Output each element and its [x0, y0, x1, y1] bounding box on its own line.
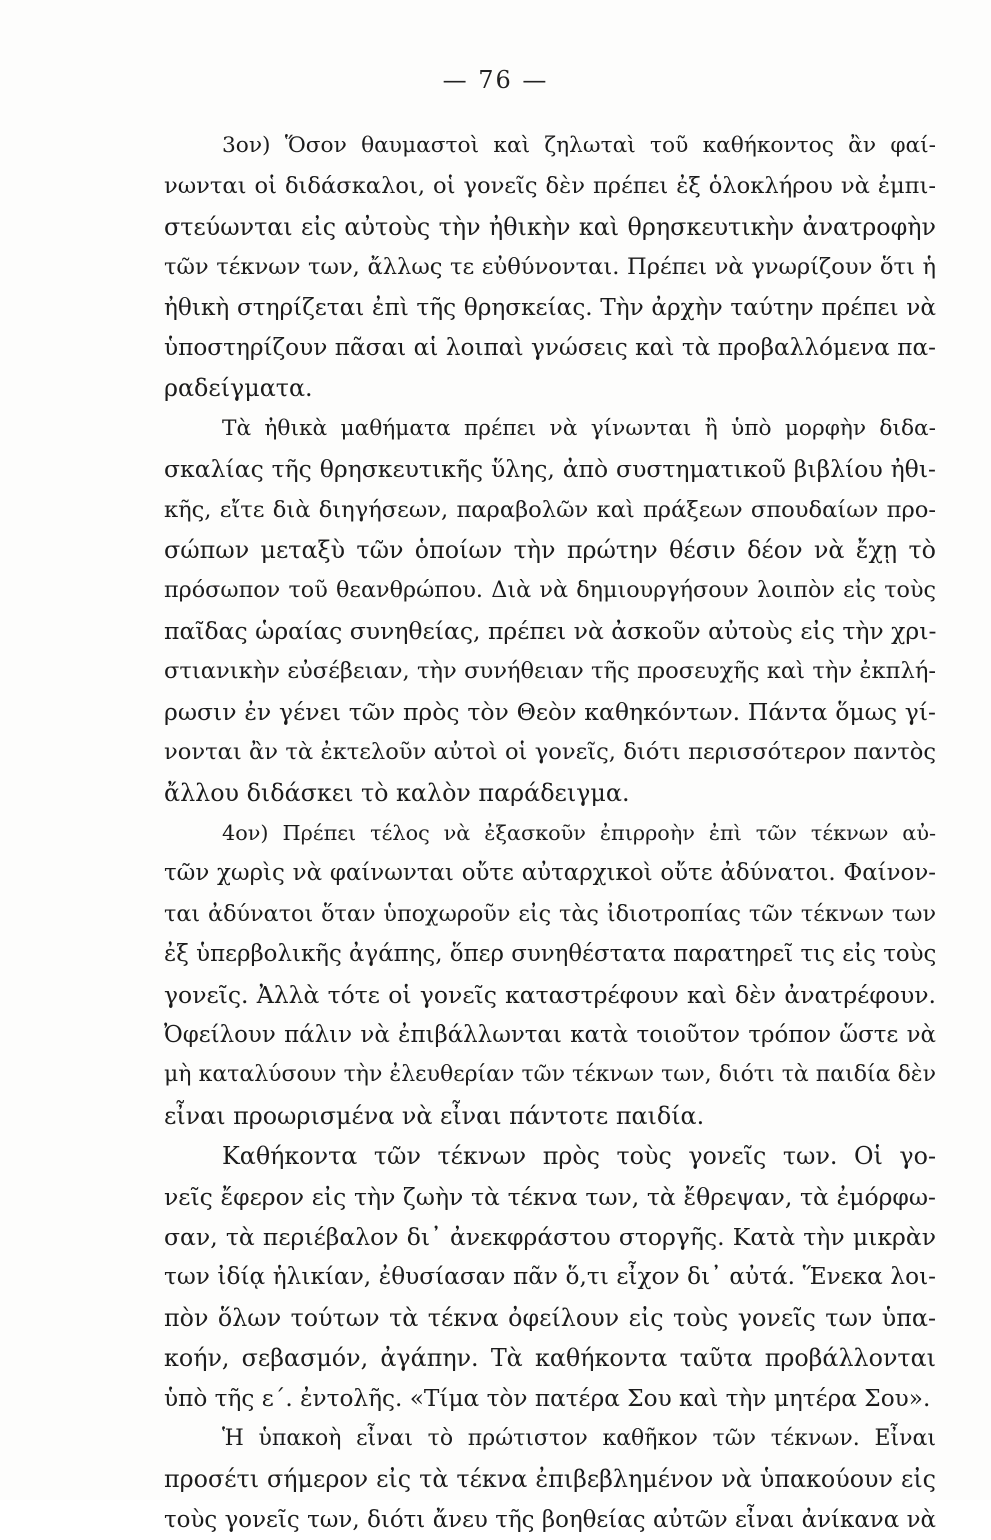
text-line: Καθήκοντα τῶν τέκνων πρὸς τοὺς γονεῖς των. Οἱ γο-: [222, 1142, 936, 1171]
text-line: ὑπὸ τῆς ε΄. ἐντολῆς. «Τίμα τὸν πατέρα Σου καὶ τὴν μητέρα Σου».: [164, 1384, 931, 1412]
text-line: πρόσωπον τοῦ θεανθρώπου. Διὰ νὰ δημιουργήσουν λοιπὸν εἰς τοὺς: [164, 577, 936, 604]
text-line: σκαλίας τῆς θρησκευτικῆς ὕλης, ἀπὸ συστηματικοῦ βιβλίου ἠθι-: [164, 455, 936, 484]
paragraph-obedience: [106, 1419, 936, 1540]
paragraph-duties-of-children: [106, 1136, 936, 1419]
text-line: τῶν χωρὶς νὰ φαίνωνται οὔτε αὐταρχικοὶ οὔτε ἀδύνατοι. Φαίνον-: [164, 860, 936, 887]
text-line: ὑποστηρίζουν πᾶσαι αἱ λοιπαὶ γνώσεις καὶ τὰ προβαλλόμενα πα-: [164, 334, 936, 362]
text-line: ἠθικὴ στηρίζεται ἐπὶ τῆς θρησκείας. Τὴν ἀρχὴν ταύτην πρέπει νὰ: [164, 293, 936, 321]
text-line: γονεῖς. Ἀλλὰ τότε οἱ γονεῖς καταστρέφουν καὶ δὲν ἀνατρέφουν.: [164, 980, 936, 1009]
text-line: νεῖς ἔφερον εἰς τὴν ζωὴν τὰ τέκνα των, τὰ ἔθρεψαν, τὰ ἐμόρφω-: [164, 1182, 936, 1211]
text-line: ται ἀδύνατοι ὅταν ὑποχωροῦν εἰς τὰς ἰδιοτροπίας τῶν τέκνων των: [164, 900, 936, 927]
text-line: 3ον) Ὅσον θαυμαστοὶ καὶ ζηλωταὶ τοῦ καθήκοντος ἂν φαί-: [222, 133, 936, 158]
text-line: Τὰ ἠθικὰ μαθήματα πρέπει νὰ γίνωνται ἢ ὑπὸ μορφὴν διδα-: [222, 415, 936, 441]
text-line: στιανικὴν εὐσέβειαν, τὴν συνήθειαν τῆς προσευχῆς καὶ τὴν ἐκπλή-: [164, 658, 936, 685]
text-line: εἶναι προωρισμένα νὰ εἶναι πάντοτε παιδία.: [164, 1101, 705, 1130]
text-line: Ἡ ὑπακοὴ εἶναι τὸ πρώτιστον καθῆκον τῶν τέκνων. Εἶναι: [222, 1426, 936, 1451]
text-line: ραδείγματα.: [164, 374, 313, 403]
text-line: ἄλλου διδάσκει τὸ καλὸν παράδειγμα.: [164, 778, 630, 807]
text-line: κοήν, σεβασμόν, ἀγάπην. Τὰ καθήκοντα ταῦτα προβάλλονται: [164, 1344, 936, 1373]
text-line: 4ον) Πρέπει τέλος νὰ ἐξασκοῦν ἐπιρροὴν ἐπὶ τῶν τέκνων αὐ-: [222, 820, 936, 845]
text-line: νονται ἂν τὰ ἐκτελοῦν αὐτοὶ οἱ γονεῖς, διότι περισσότερον παντὸς: [164, 739, 936, 766]
page-body: [106, 126, 936, 1540]
text-line: τοὺς γονεῖς των, διότι ἄνευ τῆς βοηθείας αὐτῶν εἶναι ἀνίκανα νὰ: [164, 1506, 936, 1533]
text-line: σώπων μεταξὺ τῶν ὁποίων τὴν πρώτην θέσιν δέον νὰ ἔχῃ τὸ: [164, 536, 936, 565]
text-line: μὴ καταλύσουν τὴν ἐλευθερίαν τῶν τέκνων των, διότι τὰ παιδία δὲν: [164, 1062, 936, 1088]
paragraph-4on: [106, 813, 936, 1136]
text-line: σαν, τὰ περιέβαλον δι᾿ ἀνεκφράστου στοργῆς. Κατὰ τὴν μικρὰν: [164, 1222, 936, 1251]
text-line: στεύωνται εἰς αὐτοὺς τὴν ἠθικὴν καὶ θρησκευτικὴν ἀνατροφὴν: [164, 212, 936, 241]
text-line: Ὀφείλουν πάλιν νὰ ἐπιβάλλωνται κατὰ τοιοῦτον τρόπον ὥστε νὰ: [164, 1021, 936, 1048]
text-line: κῆς, εἴτε διὰ διηγήσεων, παραβολῶν καὶ πράξεων σπουδαίων προ-: [164, 496, 936, 523]
text-line: τῶν τέκνων των, ἄλλως τε εὐθύνονται. Πρέπει νὰ γνωρίζουν ὅτι ἡ: [164, 254, 936, 281]
text-line: ρωσιν ἐν γένει τῶν πρὸς τὸν Θεὸν καθηκόντων. Πάντα ὅμως γί-: [164, 697, 936, 726]
paragraph-3on: [106, 126, 936, 409]
page-number: — 76 —: [442, 66, 549, 94]
text-line: νωνται οἱ διδάσκαλοι, οἱ γονεῖς δὲν πρέπει ἐξ ὁλοκλήρου νὰ ἐμπι-: [164, 173, 936, 200]
text-line: παῖδας ὡραίας συνηθείας, πρέπει νὰ ἀσκοῦν αὐτοὺς εἰς τὴν χρι-: [164, 616, 937, 645]
text-line: προσέτι σήμερον εἰς τὰ τέκνα ἐπιβεβλημένον νὰ ὑπακούουν εἰς: [164, 1465, 936, 1494]
paragraph-ethical-lessons: [106, 409, 936, 813]
text-line: των ἰδίᾳ ἡλικίαν, ἐθυσίασαν πᾶν ὅ,τι εἶχον δι᾿ αὐτά. Ἕνεκα λοι-: [164, 1263, 936, 1291]
text-line: πὸν ὅλων τούτων τὰ τέκνα ὀφείλουν εἰς τοὺς γονεῖς των ὑπα-: [164, 1303, 936, 1332]
text-line: ἐξ ὑπερβολικῆς ἀγάπης, ὅπερ συνηθέστατα παρατηρεῖ τις εἰς τοὺς: [164, 941, 937, 968]
